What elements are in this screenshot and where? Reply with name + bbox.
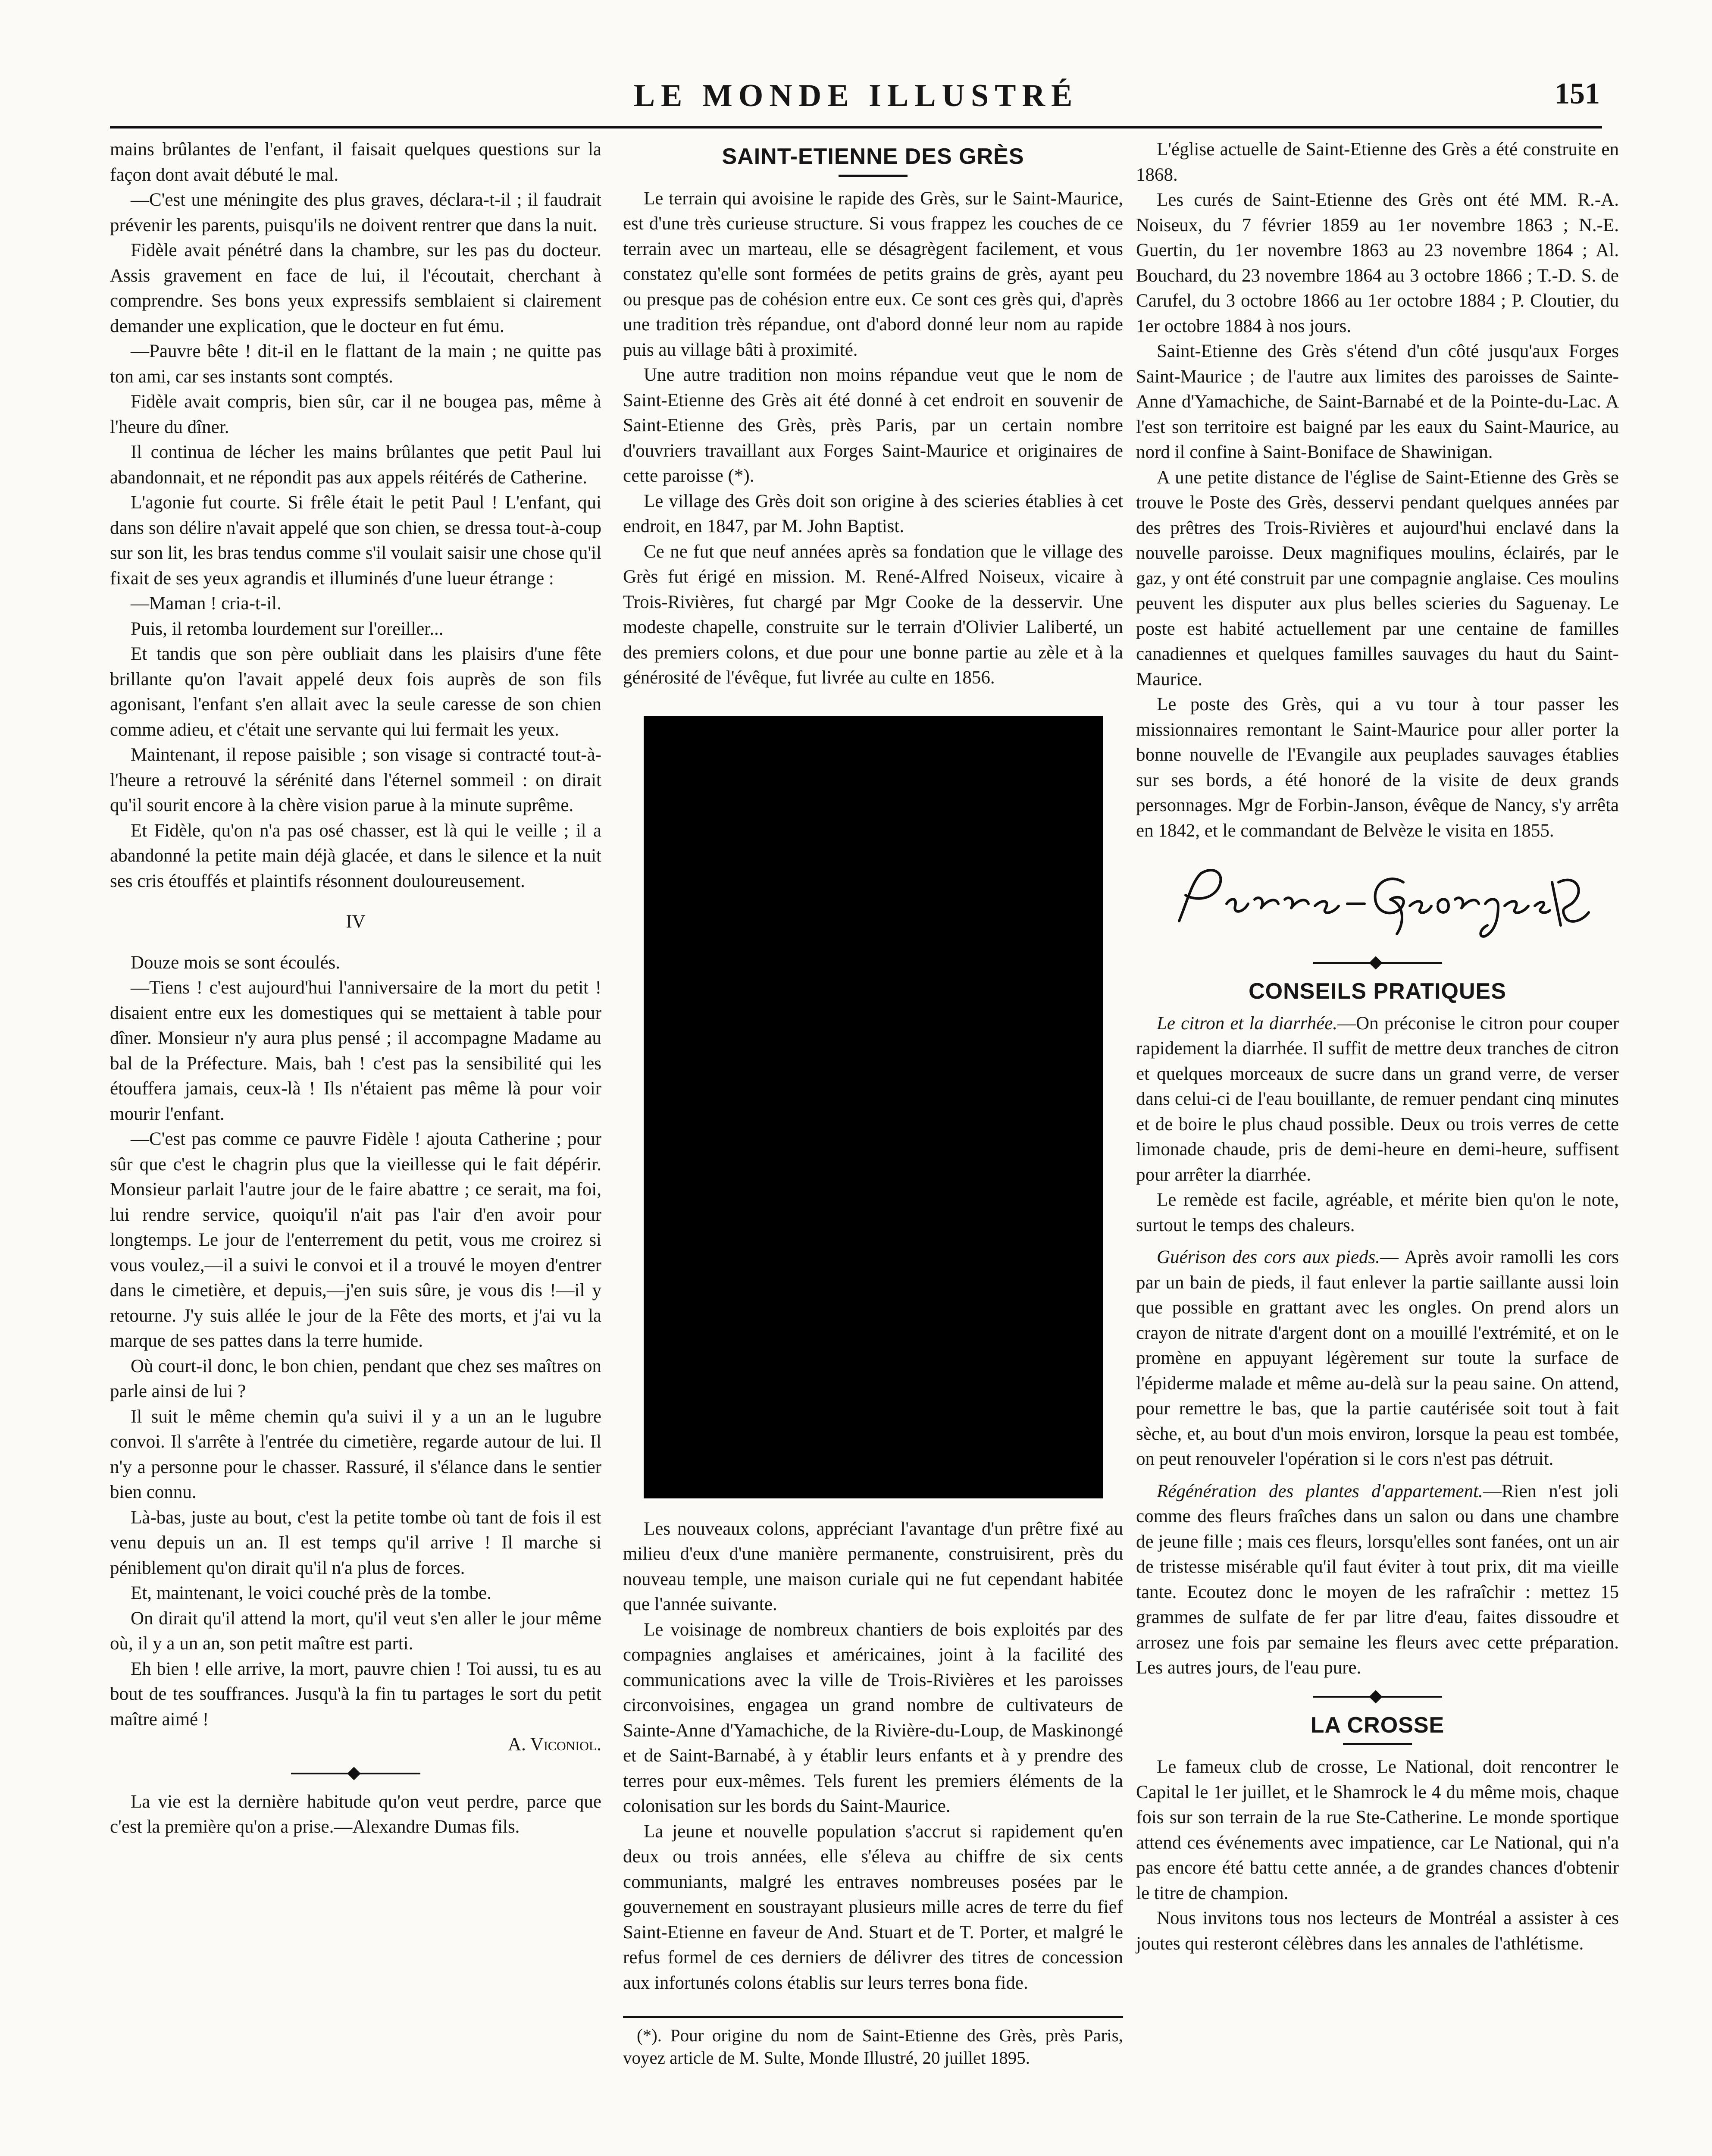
tip-title: Le citron et la diarrhée. bbox=[1157, 1013, 1338, 1034]
paragraph: L'église actuelle de Saint-Etienne des Grès a été construite en 1868. bbox=[1136, 139, 1619, 185]
paragraph: Maintenant, il repose paisible ; son visage si contracté tout-à-l'heure a retrouvé la sérénité dans l'éternel sommeil : on dirait qu'il sourit encore à la chère vision parue à la minute suprême. bbox=[110, 745, 601, 815]
column-2 bbox=[623, 137, 1123, 2069]
paragraph: —Tiens ! c'est aujourd'hui l'anniversaire de la mort du petit ! disaient entre eux les domestiques qui se mettaient à table pour dîner. Monsieur n'y aura plus pensé ; il accompagne Madame au bal de la Préfecture. Mais, bah ! c'est pas la sensibilité qui les étouffera jamais, ceux-là ! Ils n'étaient pas même là pour voir mourir l'enfant. bbox=[110, 978, 601, 1124]
paragraph: Le voisinage de nombreux chantiers de bois exploités par des compagnies anglaises et américaines, joint à la facilité des communications avec la ville de Trois-Rivières et les paroisses circonvoisines, engagea un grand nombre de cultivateurs de Sainte-Anne d'Yamachiche, de la Rivière-du-Loup, de Maskinongé et de Saint-Barnabé, à y établir leurs enfants et à y prendre des terres pour eux-mêmes. Tels furent les premiers éléments de la colonisation sur les bords du Saint-Maurice. bbox=[623, 1619, 1123, 1816]
paragraph: Une autre tradition non moins répandue veut que le nom de Saint-Etienne des Grès ait été donné à cet endroit en souvenir de Saint-Etienne des Grès, près Paris, par un certain nombre d'ouvriers travaillant aux Forges Saint-Maurice et originaires de cette paroisse (*). bbox=[623, 365, 1123, 486]
paragraph: Saint-Etienne des Grès s'étend d'un côté jusqu'aux Forges Saint-Maurice ; de l'autre aux limites des paroisses de Sainte-Anne d'Yamachiche, de Saint-Barnabé et de la Pointe-du-Lac. A l'est son territoire est baigné par les eaux du Saint-Maurice, au nord il confine à Saint-Boniface de Shawinigan. bbox=[1136, 341, 1619, 462]
column-3 bbox=[1136, 137, 1619, 1956]
paragraph: Il suit le même chemin qu'a suivi il y a un an le lugubre convoi. Il s'arrête à l'entrée du cimetière, regarde autour de lui. Il n'y a personne pour le chasser. Rassuré, il s'élance dans le sentier bien connu. bbox=[110, 1406, 601, 1502]
article-heading: SAINT-ETIENNE DES GRÈS bbox=[722, 144, 1024, 169]
paragraph: Le terrain qui avoisine le rapide des Grès, sur le Saint-Maurice, est d'une très curieuse structure. Si vous frappez les couches de ce terrain avec un marteau, elle se désagrègent facilement, et vous constatez qu'elle sont formées de petits grains de grès, ayant peu ou presque pas de cohésion entre eux. Ce sont ces grès qui, d'après une tradition très répandue, ont d'abord donné leur nom au rapide puis au village bâti à proximité. bbox=[623, 188, 1123, 360]
paragraph: mains brûlantes de l'enfant, il faisait quelques questions sur la façon dont avait débuté le mal. bbox=[110, 139, 601, 185]
quote-paragraph: La vie est la dernière habitude qu'on veut perdre, parce que c'est la première qu'on a prise.—Alexandre Dumas fils. bbox=[110, 1791, 601, 1837]
paragraph: On dirait qu'il attend la mort, qu'il veut s'en aller le jour même où, il y a un an, son petit maître est parti. bbox=[110, 1608, 601, 1654]
paragraph: Les nouveaux colons, appréciant l'avantage d'un prêtre fixé au milieu d'eux d'une manière permanente, construisirent, près du nouveau temple, une maison curiale qui ne fut cependant habitée que l'année suivante. bbox=[623, 1518, 1123, 1614]
heading-rule bbox=[839, 175, 908, 177]
heading-rule bbox=[1343, 1743, 1412, 1745]
paragraph: Nous invitons tous nos lecteurs de Montréal a assister à ces joutes qui resteront célèbres dans les annales de l'athlétisme. bbox=[1136, 1908, 1619, 1954]
paragraph: Là-bas, juste au bout, c'est la petite tombe où tant de fois il est venu depuis un an. Il est temps qu'il arrive ! Il marche si péniblement qu'on dirait qu'il n'a plus de forces. bbox=[110, 1507, 601, 1578]
paragraph: Douze mois se sont écoulés. bbox=[131, 952, 341, 973]
photograph bbox=[644, 716, 1103, 1498]
paragraph: Le poste des Grès, qui a vu tour à tour passer les missionnaires remontant le Saint-Maurice pour aller porter la bonne nouvelle de l'Evangile aux peuplades sauvages établies sur ses bords, a été honoré de la visite de deux grands personnages. Mgr de Forbin-Janson, évêque de Nancy, s'y arrêta en 1842, et le commandant de Belvèze le visita en 1855. bbox=[1136, 694, 1619, 841]
footnote-text: (*). Pour origine du nom de Saint-Etienne des Grès, près Paris, voyez article de M. Sulte, Monde Illustré, 20 juillet 1895. bbox=[623, 2025, 1123, 2068]
paragraph: Fidèle avait pénétré dans la chambre, sur les pas du docteur. Assis gravement en face de lui, il l'écoutait, cherchant à comprendre. Ses bons yeux expressifs semblaient si clairement demander une explication, que le docteur en fut ému. bbox=[110, 240, 601, 336]
paragraph: Les curés de Saint-Etienne des Grès ont été MM. R.-A. Noiseux, du 7 février 1859 au 1er novembre 1863 ; N.-E. Guertin, du 1er novembre 1863 au 23 novembre 1864 ; Al. Bouchard, du 23 novembre 1864 au 3 octobre 1866 ; T.-D. S. de Carufel, du 3 octobre 1866 au 1er octobre 1884 ; P. Cloutier, du 1er octobre 1884 à nos jours. bbox=[1136, 190, 1619, 336]
paragraph: Et, maintenant, le voici couché près de la tombe. bbox=[131, 1583, 492, 1603]
ornamental-separator bbox=[1313, 1692, 1442, 1702]
paragraph bbox=[1136, 1245, 1619, 1472]
paragraph bbox=[1136, 1011, 1619, 1188]
paragraph: Le fameux club de crosse, Le National, doit rencontrer le Capital le 1er juillet, et le Shamrock le 4 du même mois, chaque fois sur son terrain de la rue Ste-Catherine. Le monde sportique attend ces événements avec impatience, car Le National, qui n'a pas encore été battu cette année, a de grandes chances d'obtenir le titre de champion. bbox=[1136, 1757, 1619, 1903]
paragraph: A une petite distance de l'église de Saint-Etienne des Grès se trouve le Poste des Grès, desservi pendant quelques années par des prêtres des Trois-Rivières et aujourd'hui enclavé dans la nouvelle paroisse. Deux magnifiques moulins, éclairés, par le gaz, y ont été construit par une compagnie anglaise. Ces moulins peuvent les disputer aux plus belles scieries du Saguenay. Le poste est habité actuellement par une centaine de familles canadiennes et quelques familles sauvages du haut du Saint-Maurice. bbox=[1136, 467, 1619, 689]
paragraph: Il continua de lécher les mains brûlantes que petit Paul lui abandonnait, et ne répondit pas aux appels réitérés de Catherine. bbox=[110, 442, 601, 488]
page-number: 151 bbox=[1555, 77, 1600, 110]
paragraph: Ce ne fut que neuf années après sa fondation que le village des Grès fut érigé en mission. M. René-Alfred Noiseux, vicaire à Trois-Rivières, fut chargé par Mgr Cooke de la desservir. Une modeste chapelle, construite sur le terrain d'Olivier Laliberté, un des premiers colons, et due pour une bonne partie au zèle et à la générosité de l'évêque, fut livrée au culte en 1856. bbox=[623, 541, 1123, 688]
paragraph: Eh bien ! elle arrive, la mort, pauvre chien ! Toi aussi, tu es au bout de tes souffrances. Jusqu'à la fin tu partages le sort du petit maître aimé ! bbox=[110, 1658, 601, 1730]
paragraph: —C'est pas comme ce pauvre Fidèle ! ajouta Catherine ; pour sûr que c'est le chagrin plus que la vieillesse qui le fait dépérir. Monsieur parlait l'autre jour de le faire abattre ; ce serait, ma foi, lui rendre service, quoiqu'il n'ait pas l'air d'en avoir pour longtemps. Le jour de l'enterrement du petit, vous me croirez si vous voulez,—il a suivi le convoi et il a trouvé le moyen d'entrer dans le cimetière, et depuis,—j'en suis sûre, je vous dis !—il y retourne. J'y suis allée le jour de la Fête des morts, et j'ai vu la marque de ses pattes dans la terre humide. bbox=[110, 1129, 601, 1351]
paragraph: Où court-il donc, le bon chien, pendant que chez ses maîtres on parle ainsi de lui ? bbox=[110, 1356, 601, 1401]
section-heading-crosse: LA CROSSE bbox=[1310, 1712, 1445, 1738]
masthead-title: LE MONDE ILLUSTRÉ bbox=[633, 78, 1079, 113]
paragraph bbox=[1136, 1479, 1619, 1681]
paragraph: —Maman ! cria-t-il. bbox=[131, 593, 282, 614]
signature-drawing bbox=[1162, 856, 1593, 943]
paragraph: Et tandis que son père oubliait dans les plaisirs d'une fête brillante qu'on l'avait appelé deux fois auprès de son fils agonisant, l'enfant s'en allait avec la seule caresse de son chien comme adieu, et c'était une servante qui lui fermait les yeux. bbox=[110, 644, 601, 740]
tip-body: — Après avoir ramolli les cors par un bain de pieds, il faut enlever la partie saillante aussi loin que possible en grattant avec les ongles. On prend alors un crayon de nitrate d'argent dont on a mouillé l'extrémité, et on le promène en appuyant légèrement sur toute la surface de l'épiderme malade et même au-delà sur la peau saine. On attend, pour remettre le bas, que la partie cautérisée soit tout à fait sèche, et, au bout d'un mois environ, lorsque la peau est tombée, on peut renouveler l'opération si le cors n'est pas détruit. bbox=[1136, 1247, 1619, 1469]
paragraph: —Pauvre bête ! dit-il en le flattant de la main ; ne quitte pas ton ami, car ses instants sont comptés. bbox=[110, 341, 601, 387]
ornamental-separator bbox=[1313, 958, 1442, 968]
paragraph: Fidèle avait compris, bien sûr, car il ne bougea pas, même à l'heure du dîner. bbox=[110, 392, 601, 437]
column-1 bbox=[110, 137, 601, 1840]
author-signature: A. Viconiol. bbox=[508, 1734, 601, 1755]
paragraph: Puis, il retomba lourdement sur l'oreiller... bbox=[131, 618, 444, 639]
section-heading-conseils: CONSEILS PRATIQUES bbox=[1249, 979, 1506, 1004]
footnote bbox=[623, 2016, 1123, 2069]
tip-body: —On préconise le citron pour couper rapidement la diarrhée. Il suffit de mettre deux tranches de citron et quelques morceaux de sucre dans un grand verre, de verser dans celui-ci de l'eau bouillante, de remuer pendant cinq minutes et de boire le plus chaud possible. Deux ou trois verres de cette limonade chaude, pris de demi-heure en demi-heure, suffisent pour arrêter la diarrhée. bbox=[1136, 1013, 1619, 1185]
header-rule bbox=[110, 126, 1602, 128]
paragraph: L'agonie fut courte. Si frêle était le petit Paul ! L'enfant, qui dans son délire n'avait appelé que son chien, se dressa tout-à-coup sur son lit, les bras tendus comme s'il voulait saisir une chose qu'il fixait de ses yeux agrandis et illuminés d'une lueur étrange : bbox=[110, 492, 601, 589]
section-number: IV bbox=[346, 912, 366, 932]
tip-body: —Rien n'est joli comme des fleurs fraîches dans un salon ou dans une chambre de jeune fille ; mais ces fleurs, lorsqu'elles sont fanées, ont un air de tristesse misérable qu'il faut éviter à tout prix, dit ma vieille tante. Ecoutez donc le moyen de les rafraîchir : mettez 15 grammes de sulfate de fer par litre d'eau, faites dissoudre et arrosez une fois par semaine les fleurs avec cette préparation. Les autres jours, de l'eau pure. bbox=[1136, 1481, 1619, 1678]
ornamental-separator bbox=[291, 1769, 420, 1778]
handwritten-signature bbox=[1136, 856, 1619, 947]
paragraph: —C'est une méningite des plus graves, déclara-t-il ; il faudrait prévenir les parents, puisqu'ils ne doivent rentrer que dans la nuit. bbox=[110, 190, 601, 235]
tip-title: Régénération des plantes d'appartement. bbox=[1157, 1481, 1483, 1501]
paragraph: Le remède est facile, agréable, et mérite bien qu'on le note, surtout le temps des chaleurs. bbox=[1136, 1190, 1619, 1235]
paragraph: Le village des Grès doit son origine à des scieries établies à cet endroit, en 1847, par M. John Baptist. bbox=[623, 491, 1123, 536]
tip-title: Guérison des cors aux pieds. bbox=[1157, 1247, 1380, 1267]
paragraph: La jeune et nouvelle population s'accrut si rapidement qu'en deux ou trois années, elle s'éleva au chiffre de six cents communiants, malgré les entraves nombreuses posées par le gouvernement en soustrayant plusieurs mille acres de terre du fief Saint-Etienne en faveur de And. Stuart et de T. Porter, et malgré le refus formel de ces derniers de délivrer des titres de concession aux infortunés colons établis sur leurs terres bona fide. bbox=[623, 1821, 1123, 1993]
paragraph: Et Fidèle, qu'on n'a pas osé chasser, est là qui le veille ; il a abandonné la petite main déjà glacée, et dans le silence et la nuit ses cris étouffés et plaintifs résonnent douloureusement. bbox=[110, 820, 601, 891]
